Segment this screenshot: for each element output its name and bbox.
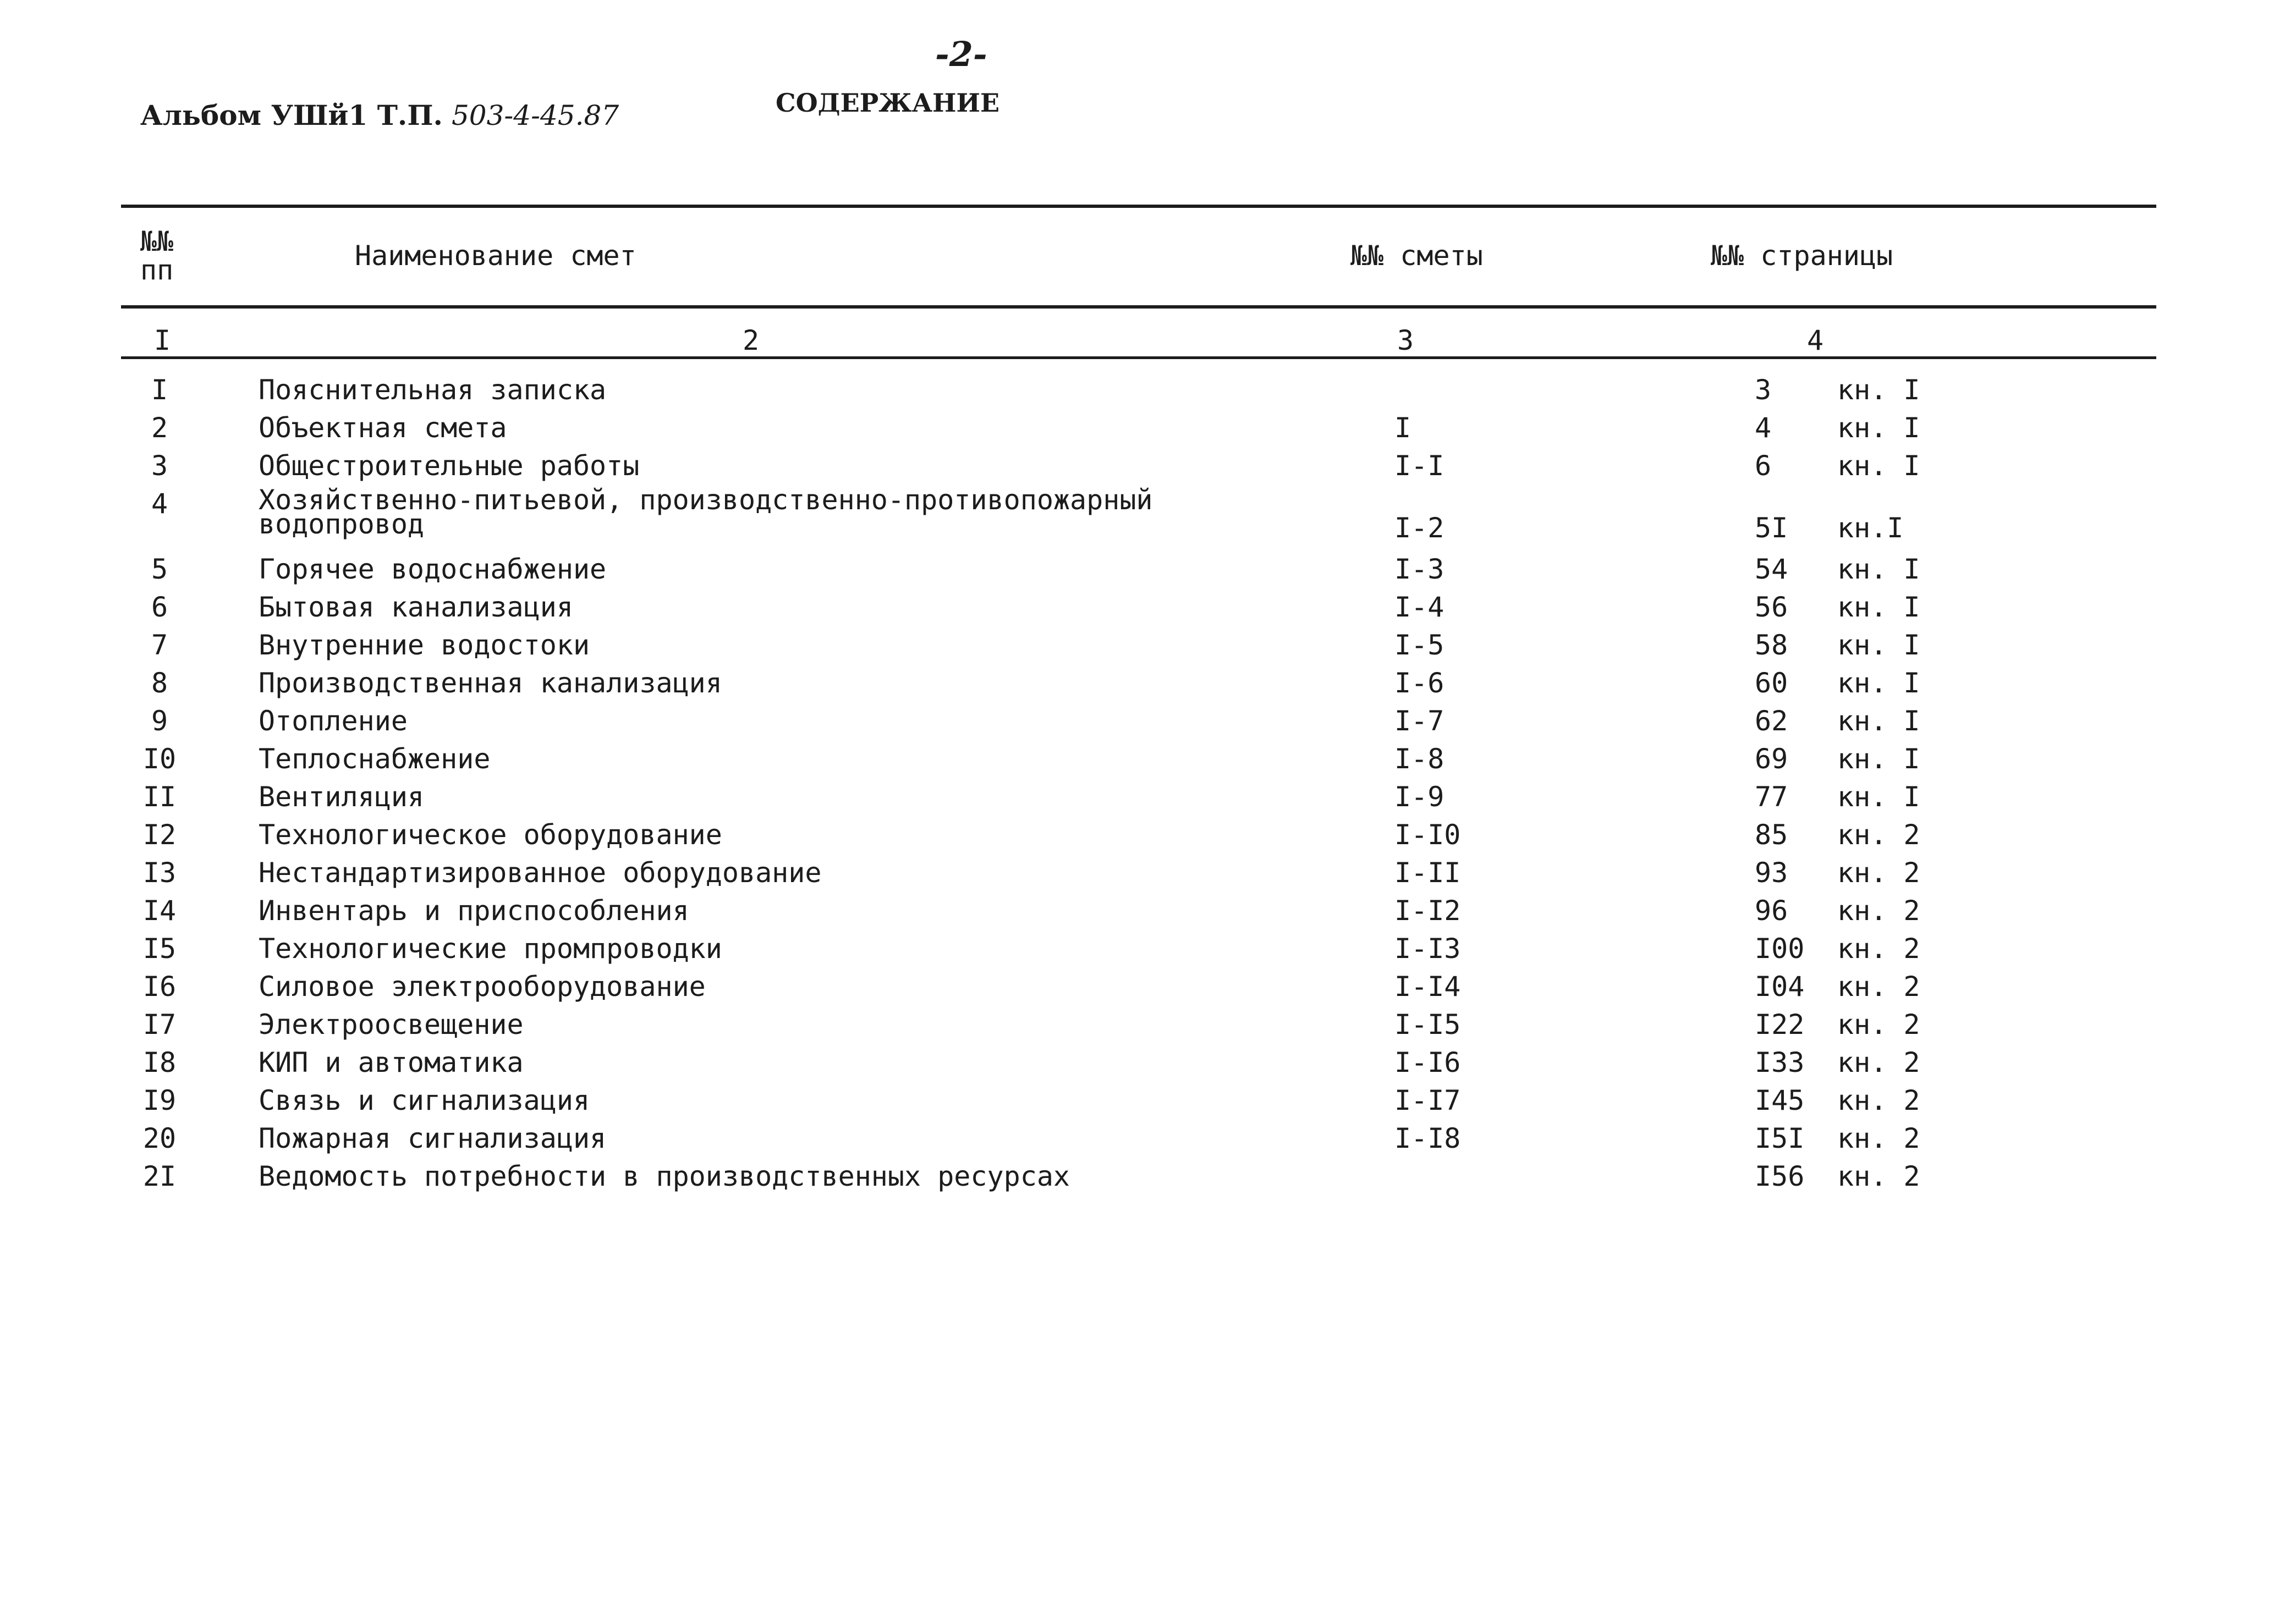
row-page: I22 <box>1755 1009 1805 1041</box>
row-name: КИП и автоматика <box>259 1047 524 1078</box>
row-estimate: I-I6 <box>1394 1047 1461 1078</box>
row-name: Пожарная сигнализация <box>259 1122 607 1154</box>
row-book: кн. 2 <box>1837 971 1920 1003</box>
row-name: Объектная смета <box>259 412 507 444</box>
row-book: кн. 2 <box>1837 1084 1920 1116</box>
row-number: I9 <box>142 1084 177 1116</box>
row-estimate: I-2 <box>1394 512 1444 544</box>
row-name: Бытовая канализация <box>259 591 573 623</box>
row-estimate: I-II <box>1394 857 1461 889</box>
row-page: 58 <box>1755 629 1788 661</box>
row-number: 7 <box>151 629 168 661</box>
row-estimate: I-I3 <box>1394 933 1461 965</box>
row-book: кн. 2 <box>1837 933 1920 965</box>
row-number: 6 <box>151 591 168 623</box>
row-book: кн. I <box>1837 412 1920 444</box>
row-book: кн.I <box>1837 512 1904 544</box>
column-number-rule <box>121 356 2156 359</box>
row-number: I4 <box>142 895 177 927</box>
row-estimate: I-I4 <box>1394 971 1461 1003</box>
row-name: Общестроительные работы <box>259 450 640 482</box>
header-name: Наименование смет <box>355 240 636 272</box>
row-number: 5 <box>151 553 168 585</box>
row-name: Теплоснабжение <box>259 743 491 775</box>
row-book: кн. 2 <box>1837 895 1920 927</box>
row-estimate: I-8 <box>1394 743 1444 775</box>
row-estimate: I-I8 <box>1394 1122 1461 1154</box>
row-page: 96 <box>1755 895 1788 927</box>
row-book: кн. I <box>1837 374 1920 406</box>
row-number: 4 <box>151 488 168 520</box>
row-book: кн. I <box>1837 591 1920 623</box>
row-page: 69 <box>1755 743 1788 775</box>
row-number: I2 <box>142 819 177 851</box>
row-page: I00 <box>1755 933 1805 965</box>
row-book: кн. I <box>1837 781 1920 813</box>
row-name: Горячее водоснабжение <box>259 553 607 585</box>
header-estimate: №№ сметы <box>1350 240 1483 272</box>
row-estimate: I-6 <box>1394 667 1444 699</box>
header-num-line2: пп <box>140 254 174 286</box>
row-estimate: I-I2 <box>1394 895 1461 927</box>
row-number: 9 <box>151 705 168 737</box>
row-page: 62 <box>1755 705 1788 737</box>
row-name: Связь и сигнализация <box>259 1084 590 1116</box>
row-estimate: I-5 <box>1394 629 1444 661</box>
row-name: Производственная канализация <box>259 667 722 699</box>
album-reference <box>140 99 619 131</box>
row-page: I5I <box>1755 1122 1805 1154</box>
row-name-line1: Хозяйственно-питьевой, производственно-противопожарный <box>259 484 1153 516</box>
row-name: Нестандартизированное оборудование <box>259 857 822 889</box>
column-number-1: I <box>154 324 171 356</box>
row-name: Технологические промпроводки <box>259 933 722 965</box>
row-page: 54 <box>1755 553 1788 585</box>
row-page: 93 <box>1755 857 1788 889</box>
row-name: Инвентарь и приспособления <box>259 895 689 927</box>
row-number: I7 <box>142 1009 177 1041</box>
row-estimate: I-I5 <box>1394 1009 1461 1041</box>
row-book: кн. I <box>1837 629 1920 661</box>
row-page: 56 <box>1755 591 1788 623</box>
row-name: Отопление <box>259 705 408 737</box>
row-number: I5 <box>142 933 177 965</box>
header-bottom-rule <box>121 305 2156 309</box>
page-title: СОДЕРЖАНИЕ <box>776 88 1000 118</box>
row-number: 2I <box>142 1160 177 1192</box>
row-estimate: I-9 <box>1394 781 1444 813</box>
row-page: 3 <box>1755 374 1772 406</box>
row-estimate: I-I0 <box>1394 819 1461 851</box>
row-book: кн. 2 <box>1837 1160 1920 1192</box>
row-page: 77 <box>1755 781 1788 813</box>
row-number: II <box>142 781 177 813</box>
row-name <box>259 484 1153 540</box>
row-book: кн. I <box>1837 743 1920 775</box>
row-book: кн. 2 <box>1837 819 1920 851</box>
row-estimate: I-I <box>1394 450 1444 482</box>
row-book: кн. 2 <box>1837 1047 1920 1078</box>
row-page: I56 <box>1755 1160 1805 1192</box>
row-number: I6 <box>142 971 177 1003</box>
album-label: Альбом УШй1 Т.П. <box>140 99 443 131</box>
row-number: I <box>151 374 168 406</box>
row-book: кн. I <box>1837 667 1920 699</box>
column-number-2: 2 <box>743 324 760 356</box>
row-number: I3 <box>142 857 177 889</box>
row-name: Вентиляция <box>259 781 425 813</box>
row-number: 20 <box>142 1122 177 1154</box>
row-estimate: I-I7 <box>1394 1084 1461 1116</box>
header-page: №№ страницы <box>1711 240 1893 272</box>
row-number: 8 <box>151 667 168 699</box>
row-book: кн. 2 <box>1837 857 1920 889</box>
row-number: I0 <box>142 743 177 775</box>
row-name: Ведомость потребности в производственных ресурсах <box>259 1160 1070 1192</box>
row-book: кн. I <box>1837 450 1920 482</box>
row-book: кн. 2 <box>1837 1009 1920 1041</box>
row-book: кн. I <box>1837 553 1920 585</box>
row-name: Силовое электрооборудование <box>259 971 706 1003</box>
row-name: Электроосвещение <box>259 1009 524 1041</box>
table-top-rule <box>121 205 2156 208</box>
row-page: I04 <box>1755 971 1805 1003</box>
row-name: Технологическое оборудование <box>259 819 722 851</box>
row-page: 60 <box>1755 667 1788 699</box>
row-estimate: I-4 <box>1394 591 1444 623</box>
row-estimate: I-3 <box>1394 553 1444 585</box>
column-number-3: 3 <box>1397 324 1414 356</box>
row-page: I33 <box>1755 1047 1805 1078</box>
row-number: 2 <box>151 412 168 444</box>
row-book: кн. I <box>1837 705 1920 737</box>
row-book: кн. 2 <box>1837 1122 1920 1154</box>
row-page: I45 <box>1755 1084 1805 1116</box>
row-number: 3 <box>151 450 168 482</box>
header-num-line1: №№ <box>140 225 174 257</box>
row-page: 85 <box>1755 819 1788 851</box>
row-page: 6 <box>1755 450 1772 482</box>
row-name: Пояснительная записка <box>259 374 607 406</box>
row-estimate: I-7 <box>1394 705 1444 737</box>
column-number-4: 4 <box>1807 324 1824 356</box>
row-name-line2: водопровод <box>259 508 425 540</box>
album-code: 503-4-45.87 <box>451 100 619 131</box>
page-number: -2- <box>935 34 987 74</box>
row-page: 5I <box>1755 512 1788 544</box>
row-page: 4 <box>1755 412 1772 444</box>
row-name: Внутренние водостоки <box>259 629 590 661</box>
row-estimate: I <box>1394 412 1411 444</box>
row-number: I8 <box>142 1047 177 1078</box>
